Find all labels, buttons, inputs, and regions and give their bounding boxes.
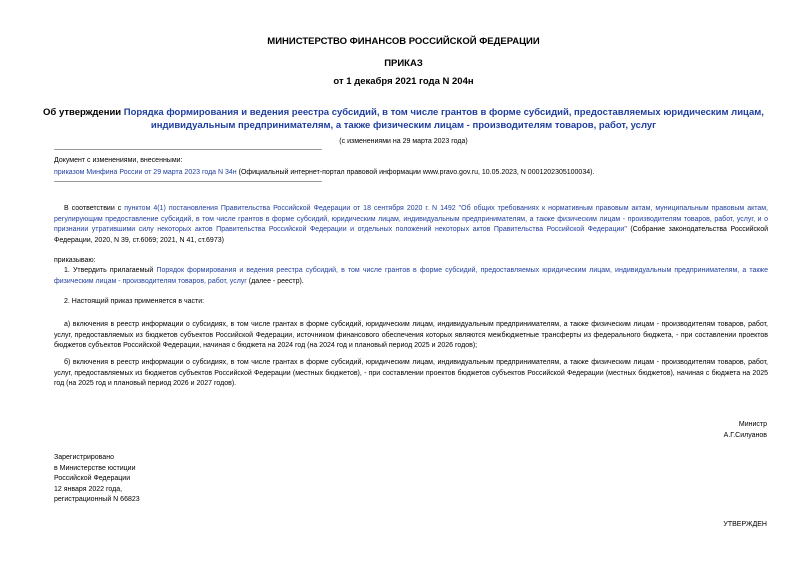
item-2-paragraph: 2. Настоящий приказ применяется в части: bbox=[64, 298, 205, 305]
signatory-position: Министр bbox=[738, 421, 767, 428]
approved-heading: УТВЕРЖДЕН bbox=[723, 521, 767, 528]
divider-top bbox=[54, 149, 322, 150]
signature-block bbox=[724, 420, 767, 441]
divider-bottom bbox=[54, 181, 322, 182]
changes-label: Документ с изменениями, внесенными: bbox=[54, 157, 183, 164]
item-2b-paragraph: б) включения в реестр информации о субсидиях, в том числе грантах в форме субсидий, юридическим лицам, индивидуальным предпринимателям, а также физическим лицам - производителям товаров, работ, услуг, предоставляемых из бюджетов субъектов Российской Федерации (местных бюджетов), - при составлении проектов бюджетов субъектов Российской Федерации (местных бюджетов), начиная с бюджета на 2025 год (на 2025 год и плановый период 2026 и 2027 годов). bbox=[54, 359, 768, 388]
item-1-paragraph bbox=[54, 266, 768, 287]
order-word: приказываю: bbox=[54, 257, 96, 264]
item-1-link[interactable]: Порядок формирования и ведения реестра субсидий, в том числе грантов в форме субсидий, предоставляемых юридическим лицам, индивидуальным предпринимателям, а также физическим лицам - производителям товаров, работ, услуг bbox=[54, 267, 768, 285]
preamble-paragraph bbox=[54, 204, 768, 246]
registration-block bbox=[54, 453, 140, 506]
document-date-number: от 1 декабря 2021 года N 204н bbox=[333, 76, 474, 87]
registration-line: Российской Федерации bbox=[54, 475, 131, 482]
title-link[interactable]: Порядка формирования и ведения реестра субсидий, в том числе грантов в форме субсидий, предоставляемых юридическим лицам, индивидуальным предпринимателям, а также физическим лицам - производителям товаров, работ, услуг bbox=[123, 107, 764, 131]
preamble-link[interactable]: пунктом 4(1) постановления Правительства Российской Федерации от 18 сентября 2020 г. N 1492 "Об общих требованиях к нормативным правовым актам, муниципальным правовым актам, регулирующим предоставление субсидий, в том числе грантов в форме субсидий, юридическим лицам, индивидуальным предпринимателям, а также физическим лицам - производителям товаров, работ, услуг, и о признании утратившими силу некоторых актов Правительства Российской Федерации и отдельных положений некоторых актов Правительства Российской Федерации" bbox=[54, 205, 769, 234]
registration-line: регистрационный N 66823 bbox=[54, 496, 140, 503]
changes-entry bbox=[54, 168, 754, 178]
registration-line: Зарегистрировано bbox=[54, 454, 114, 461]
revision-note: (с изменениями на 29 марта 2023 года) bbox=[339, 138, 468, 145]
registration-line: 12 января 2022 года, bbox=[54, 485, 123, 493]
preamble-start: В соответствии с bbox=[64, 205, 125, 212]
title-prefix: Об утверждении bbox=[43, 107, 124, 118]
preamble-end: (Собрание законодательства Российской Федерации, 2020, N 39, ст.6069; 2021, N 41, ст.6973) bbox=[54, 226, 769, 244]
ministry-name: МИНИСТЕРСТВО ФИНАНСОВ РОССИЙСКОЙ ФЕДЕРАЦИИ bbox=[267, 36, 540, 47]
changes-source: (Официальный интернет-портал правовой информации www.pravo.gov.ru, 10.05.2023, N 0001202305100034). bbox=[236, 169, 595, 176]
item-1-start: 1. Утвердить прилагаемый bbox=[64, 267, 157, 274]
changes-link[interactable]: приказом Минфина России от 29 марта 2023 года N 34н bbox=[54, 169, 237, 176]
item-2a-paragraph: а) включения в реестр информации о субсидиях, в том числе грантах в форме субсидий, юридическим лицам, индивидуальным предпринимателям, а также физическим лицам - производителям товаров, работ, услуг, предоставляемых из бюджетов субъектов Российской Федерации, источником финансового обеспечения которых являются межбюджетные трансферты из федерального бюджета, - при составлении проектов бюджетов субъектов Российской Федерации, начиная с бюджета на 2024 год (на 2024 год и плановый период 2025 и 2026 годов); bbox=[54, 321, 768, 350]
document-title bbox=[40, 106, 767, 132]
signatory-name: А.Г.Силуанов bbox=[723, 431, 767, 439]
registration-line: в Министерстве юстиции bbox=[54, 464, 136, 472]
document-type: ПРИКАЗ bbox=[384, 58, 423, 69]
item-1-end: (далее - реестр). bbox=[246, 277, 304, 285]
